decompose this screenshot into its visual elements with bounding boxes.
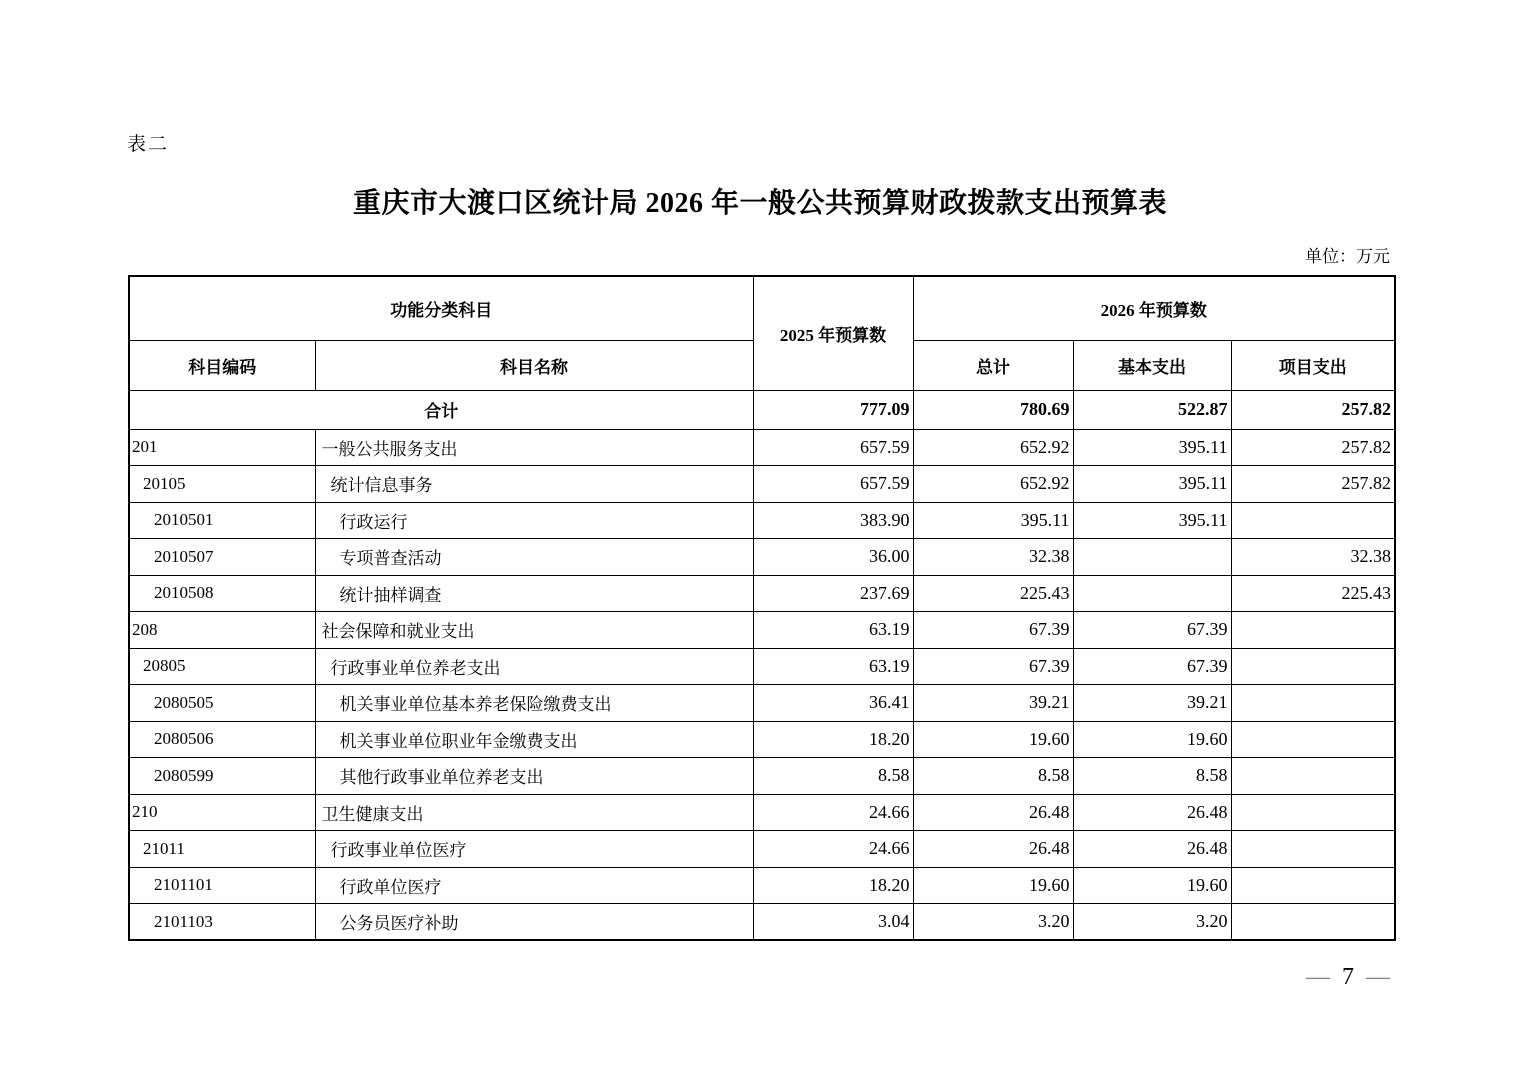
subject-code-cell: 2080506 [129,721,315,758]
total-2026-cell: 67.39 [913,612,1073,649]
subject-name-cell: 行政事业单位养老支出 [315,648,753,685]
basic-2026-cell: 19.60 [1073,721,1231,758]
project-2026-cell [1231,502,1395,539]
basic-2026-cell: 395.11 [1073,466,1231,503]
total-2026-cell: 652.92 [913,466,1073,503]
subject-name-cell: 行政单位医疗 [315,867,753,904]
header-budget-2025: 2025 年预算数 [753,276,913,390]
project-2026-cell [1231,867,1395,904]
basic-2026-cell [1073,539,1231,576]
page-number-dash-left: — [1306,964,1330,990]
total-2026-cell: 19.60 [913,721,1073,758]
basic-2026-cell: 67.39 [1073,648,1231,685]
budget-2025-cell: 63.19 [753,612,913,649]
budget-2025-cell: 24.66 [753,794,913,831]
header-total: 总计 [913,340,1073,390]
table-row [129,502,1395,539]
header-basic-expenditure: 基本支出 [1073,340,1231,390]
budget-2025-cell: 383.90 [753,502,913,539]
total-2026-cell: 395.11 [913,502,1073,539]
table-row [129,721,1395,758]
project-2026-cell: 257.82 [1231,466,1395,503]
total-2026-cell: 32.38 [913,539,1073,576]
table-row [129,685,1395,722]
table-row [129,648,1395,685]
total-2026-cell: 8.58 [913,758,1073,795]
table-row [129,831,1395,868]
header-subject-name: 科目名称 [315,340,753,390]
budget-2025-cell: 8.58 [753,758,913,795]
budget-table [128,275,1396,941]
project-2026-cell [1231,685,1395,722]
table-row [129,794,1395,831]
basic-2026-cell: 39.21 [1073,685,1231,722]
subject-name-cell: 卫生健康支出 [315,794,753,831]
subject-name-cell: 机关事业单位基本养老保险缴费支出 [315,685,753,722]
total-total-2026-cell: 780.69 [913,390,1073,429]
table-row [129,904,1395,941]
subject-name-cell: 行政运行 [315,502,753,539]
total-2026-cell: 67.39 [913,648,1073,685]
project-2026-cell [1231,794,1395,831]
subject-code-cell: 201 [129,429,315,466]
basic-2026-cell: 26.48 [1073,794,1231,831]
subject-code-cell: 2010508 [129,575,315,612]
subject-code-cell: 2010501 [129,502,315,539]
header-project-expenditure: 项目支出 [1231,340,1395,390]
table-row [129,539,1395,576]
project-2026-cell: 257.82 [1231,429,1395,466]
project-2026-cell [1231,612,1395,649]
document-title: 重庆市大渡口区统计局 2026 年一般公共预算财政拨款支出预算表 [352,188,1167,219]
total-2026-cell: 26.48 [913,794,1073,831]
table-number-label: 表二 [127,134,170,155]
project-2026-cell [1231,648,1395,685]
table-row [129,867,1395,904]
budget-2025-cell: 63.19 [753,648,913,685]
budget-2025-cell: 18.20 [753,867,913,904]
total-2026-cell: 19.60 [913,867,1073,904]
subject-code-cell: 20805 [129,648,315,685]
subject-name-cell: 其他行政事业单位养老支出 [315,758,753,795]
total-2026-cell: 26.48 [913,831,1073,868]
subject-code-cell: 208 [129,612,315,649]
header-budget-2026: 2026 年预算数 [913,276,1395,340]
project-2026-cell: 225.43 [1231,575,1395,612]
subject-name-cell: 行政事业单位医疗 [315,831,753,868]
header-row-1 [129,276,1395,340]
total-2026-cell: 225.43 [913,575,1073,612]
total-row [129,390,1395,429]
header-function-category: 功能分类科目 [129,276,753,340]
budget-2025-cell: 36.00 [753,539,913,576]
table-row [129,429,1395,466]
subject-name-cell: 社会保障和就业支出 [315,612,753,649]
total-2026-cell: 3.20 [913,904,1073,941]
basic-2026-cell [1073,575,1231,612]
budget-2025-cell: 237.69 [753,575,913,612]
subject-code-cell: 2010507 [129,539,315,576]
table-row [129,612,1395,649]
table-row [129,758,1395,795]
budget-2025-cell: 18.20 [753,721,913,758]
subject-code-cell: 2101103 [129,904,315,941]
total-budget-2025-cell: 777.09 [753,390,913,429]
project-2026-cell [1231,904,1395,941]
budget-2025-cell: 657.59 [753,466,913,503]
total-project-2026-cell: 257.82 [1231,390,1395,429]
subject-name-cell: 统计信息事务 [315,466,753,503]
budget-2025-cell: 3.04 [753,904,913,941]
subject-code-cell: 2080599 [129,758,315,795]
subject-code-cell: 210 [129,794,315,831]
project-2026-cell: 32.38 [1231,539,1395,576]
basic-2026-cell: 8.58 [1073,758,1231,795]
budget-2025-cell: 36.41 [753,685,913,722]
subject-code-cell: 20105 [129,466,315,503]
total-basic-2026-cell: 522.87 [1073,390,1231,429]
total-2026-cell: 652.92 [913,429,1073,466]
subject-name-cell: 一般公共服务支出 [315,429,753,466]
project-2026-cell [1231,831,1395,868]
subject-name-cell: 专项普查活动 [315,539,753,576]
subject-code-cell: 2080505 [129,685,315,722]
subject-code-cell: 21011 [129,831,315,868]
unit-note: 单位：万元 [1305,247,1390,266]
subject-code-cell: 2101101 [129,867,315,904]
subject-name-cell: 机关事业单位职业年金缴费支出 [315,721,753,758]
budget-table-body [129,390,1395,940]
subject-name-cell: 公务员医疗补助 [315,904,753,941]
basic-2026-cell: 3.20 [1073,904,1231,941]
table-row [129,575,1395,612]
budget-2025-cell: 24.66 [753,831,913,868]
basic-2026-cell: 395.11 [1073,429,1231,466]
header-subject-code: 科目编码 [129,340,315,390]
subject-name-cell: 统计抽样调查 [315,575,753,612]
basic-2026-cell: 19.60 [1073,867,1231,904]
project-2026-cell [1231,721,1395,758]
total-label-cell: 合计 [129,390,753,429]
budget-2025-cell: 657.59 [753,429,913,466]
page-number-dash-right: — [1366,964,1390,990]
basic-2026-cell: 26.48 [1073,831,1231,868]
total-2026-cell: 39.21 [913,685,1073,722]
basic-2026-cell: 395.11 [1073,502,1231,539]
table-row [129,466,1395,503]
project-2026-cell [1231,758,1395,795]
basic-2026-cell: 67.39 [1073,612,1231,649]
page-number-value: 7 [1342,964,1354,990]
page-number [1306,964,1390,991]
